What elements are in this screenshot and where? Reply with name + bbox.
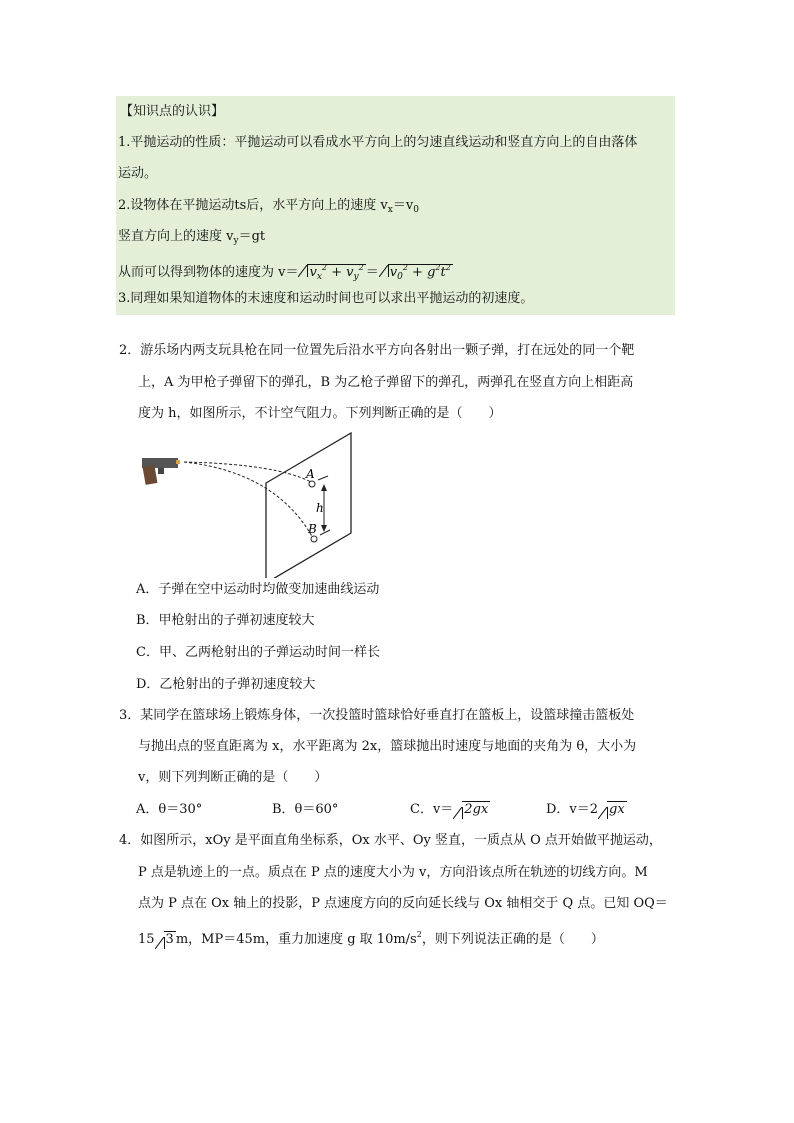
q3-option-c[interactable]: C．v＝ 2gx — [410, 802, 489, 817]
q3-text-line-1: 3．某同学在篮球场上锻炼身体，一次投篮时篮球恰好垂直打在篮板上，设篮球撞击篮板处 — [119, 708, 635, 723]
q2-option-b[interactable]: B．甲枪射出的子弹初速度较大 — [136, 613, 315, 628]
label-a: A — [306, 467, 315, 481]
q4-text-line-4: 15 3 m，MP＝45m，重力加速度 g 取 $10m/s^2$，则下列说法正确的是（ ） — [138, 930, 604, 947]
label-b: B — [308, 522, 317, 536]
label-h: h — [316, 501, 324, 515]
q3-option-a[interactable]: A．θ＝30° — [136, 802, 203, 817]
knowledge-point-2: 2.设物体在平抛运动ts后，水平方向上的速度 $v_x=v_0$ — [118, 198, 419, 215]
q4-text-line-1: 4．如图所示，xOy 是平面直角坐标系，Ox 水平、Oy 竖直，一质点从 O 点开始做平抛运动， — [119, 833, 662, 848]
q4-text-line-2: P 点是轨迹上的一点。质点在 P 点的速度大小为 v，方向沿该点所在轨迹的切线方向。M — [138, 865, 648, 880]
q2-option-d[interactable]: D．乙枪射出的子弹初速度较大 — [136, 677, 316, 692]
q2-text-line-3: 度为 h，如图所示，不计空气阻力。下列判断正确的是（ ） — [138, 406, 502, 421]
toy-gun-icon — [142, 458, 180, 485]
q3-text-line-3: v，则下列判断正确的是（ ） — [138, 770, 328, 785]
vertical-velocity-line: 竖直方向上的速度 $v_y=gt$ — [118, 229, 266, 246]
q3-option-d[interactable]: D．v＝2 gx — [546, 802, 625, 817]
hole-b — [311, 536, 317, 542]
q2-text-line-1: 2．游乐场内两支玩具枪在同一位置先后沿水平方向各射出一颗子弹，打在远处的同一个靶 — [119, 343, 635, 358]
knowledge-point-1-line-1: 1.平抛运动的性质：平抛运动可以看成水平方向上的匀速直线运动和竖直方向上的自由落体 — [118, 135, 638, 150]
sqrt-vx-vy: $v_x^2 + v_y^2$ — [298, 259, 365, 286]
knowledge-heading: 【知识点的认识】 — [120, 104, 225, 119]
q2-figure — [136, 428, 366, 578]
sqrt-2gx: 2gx — [453, 801, 490, 819]
q4-text-line-3: 点为 P 点在 Ox 轴上的投影，P 点速度方向的反向延长线与 Ox 轴相交于 Q 点。已知 OQ＝ — [138, 896, 668, 911]
knowledge-point-3: 3.同理如果知道物体的末速度和运动时间也可以求出平抛运动的初速度。 — [118, 291, 534, 306]
q2-text-line-2: 上，A 为甲枪子弹留下的弹孔，B 为乙枪子弹留下的弹孔，两弹孔在竖直方向上相距高 — [138, 375, 634, 390]
velocity-formula-line: 从而可以得到物体的速度为 $v= v_x^2 + v_y^2 = v_0^2 + g^2t^2$ — [118, 259, 453, 286]
q3-option-b[interactable]: B．θ＝60° — [272, 802, 339, 817]
target-board — [266, 433, 351, 578]
trajectory-a — [184, 462, 311, 482]
hole-a — [309, 481, 315, 487]
q2-option-c[interactable]: C．甲、乙两枪射出的子弹运动时间一样长 — [136, 645, 380, 660]
q2-option-a[interactable]: A．子弹在空中运动时均做变加速曲线运动 — [136, 582, 380, 597]
trajectory-b — [184, 462, 313, 538]
sqrt-gx: gx — [598, 801, 627, 819]
sqrt-3: 3 — [155, 931, 176, 949]
q3-text-line-2: 与抛出点的竖直距离为 x，水平距离为 2x，篮球抛出时速度与地面的夹角为 θ，大小为 — [138, 739, 637, 754]
knowledge-point-1-line-2: 运动。 — [118, 166, 158, 181]
sqrt-v0-gt: $v_0^2 + g^2t^2$ — [379, 259, 453, 286]
